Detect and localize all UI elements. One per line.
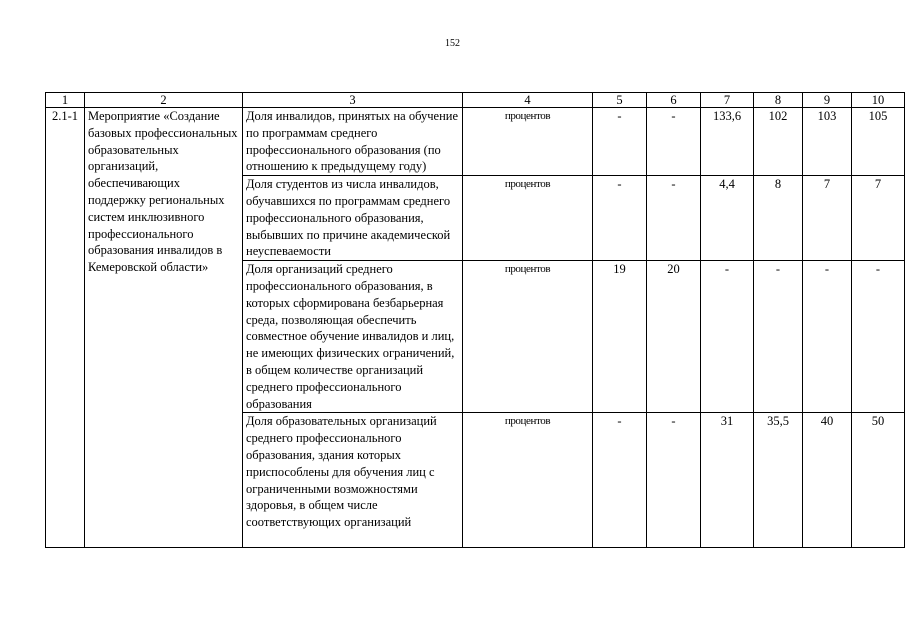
indicator-name: Доля инвалидов, принятых на обучение по программам среднего профессионального образования (по отношению к предыдущему году)	[243, 108, 463, 176]
column-header: 2	[85, 93, 243, 108]
value-cell: -	[852, 261, 905, 413]
value-cell: -	[593, 108, 647, 176]
column-header: 10	[852, 93, 905, 108]
column-header: 7	[701, 93, 754, 108]
column-header: 3	[243, 93, 463, 108]
unit-cell: процентов	[463, 261, 593, 413]
indicator-name: Доля организаций среднего профессионального образования, в которых сформирована безбарьерная среда, позволяющая обеспечить совместное обучение инвалидов и лиц, не имеющих физических ограничений, в общем количестве организаций среднего профессионального образования	[243, 261, 463, 413]
value-cell: 102	[754, 108, 803, 176]
column-header: 8	[754, 93, 803, 108]
column-header: 5	[593, 93, 647, 108]
event-name: Мероприятие «Создание базовых профессиональных образовательных организаций, обеспечивающих поддержку региональных систем инклюзивного профессионального образования инвалидов в Кемеровской области»	[85, 108, 243, 548]
value-cell: -	[647, 176, 701, 261]
value-cell: 40	[803, 413, 852, 548]
value-cell: -	[593, 176, 647, 261]
page-number: 152	[445, 38, 460, 49]
value-cell: 31	[701, 413, 754, 548]
value-cell: 35,5	[754, 413, 803, 548]
value-cell: 20	[647, 261, 701, 413]
unit-cell: процентов	[463, 176, 593, 261]
value-cell: -	[647, 108, 701, 176]
value-cell: -	[701, 261, 754, 413]
value-cell: -	[754, 261, 803, 413]
value-cell: 103	[803, 108, 852, 176]
indicators-table	[45, 92, 905, 548]
value-cell: 7	[803, 176, 852, 261]
value-cell: 4,4	[701, 176, 754, 261]
event-code: 2.1-1	[46, 108, 85, 548]
value-cell: 8	[754, 176, 803, 261]
value-cell: 50	[852, 413, 905, 548]
unit-cell: процентов	[463, 413, 593, 548]
column-header: 1	[46, 93, 85, 108]
value-cell: -	[593, 413, 647, 548]
column-number-row	[46, 93, 905, 108]
value-cell: 19	[593, 261, 647, 413]
column-header: 6	[647, 93, 701, 108]
unit-cell: процентов	[463, 108, 593, 176]
column-header: 9	[803, 93, 852, 108]
indicator-name: Доля студентов из числа инвалидов, обучавшихся по программам среднего профессионального образования, выбывших по причине академической неуспеваемости	[243, 176, 463, 261]
value-cell: -	[803, 261, 852, 413]
column-header: 4	[463, 93, 593, 108]
value-cell: 105	[852, 108, 905, 176]
value-cell: -	[647, 413, 701, 548]
value-cell: 133,6	[701, 108, 754, 176]
table-row	[46, 108, 905, 176]
value-cell: 7	[852, 176, 905, 261]
indicator-name: Доля образовательных организаций среднего профессионального образования, здания которых приспособлены для обучения лиц с ограниченными возможностями здоровья, в общем числе соответствующих организаций	[243, 413, 463, 548]
